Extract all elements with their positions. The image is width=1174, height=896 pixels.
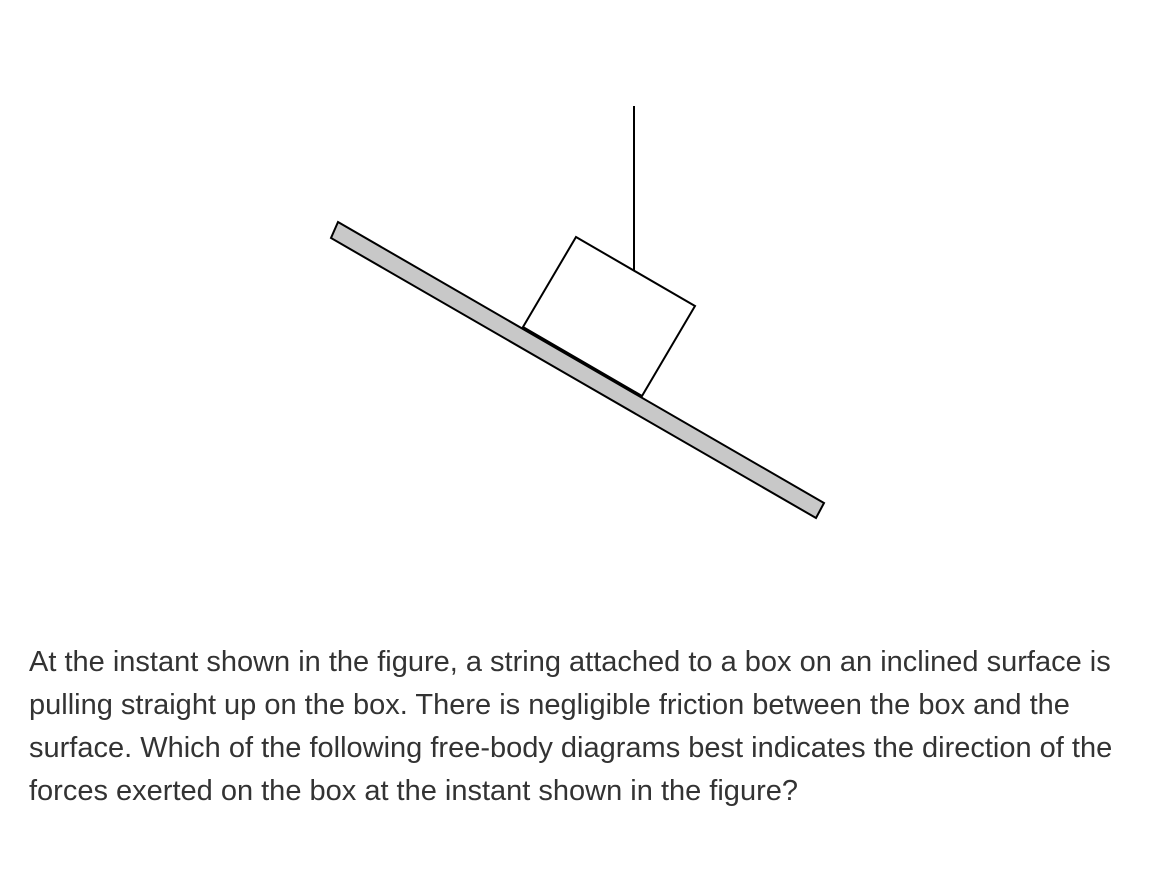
box [523, 237, 695, 396]
question-text: At the instant shown in the figure, a string attached to a box on an inclined surface is pulling straight up on the box. There is negligible friction between the box and the surface. Which of the following free-body diagrams best indicates the direction of the forces exerted on the box at the instant shown in the figure? [29, 646, 1113, 807]
